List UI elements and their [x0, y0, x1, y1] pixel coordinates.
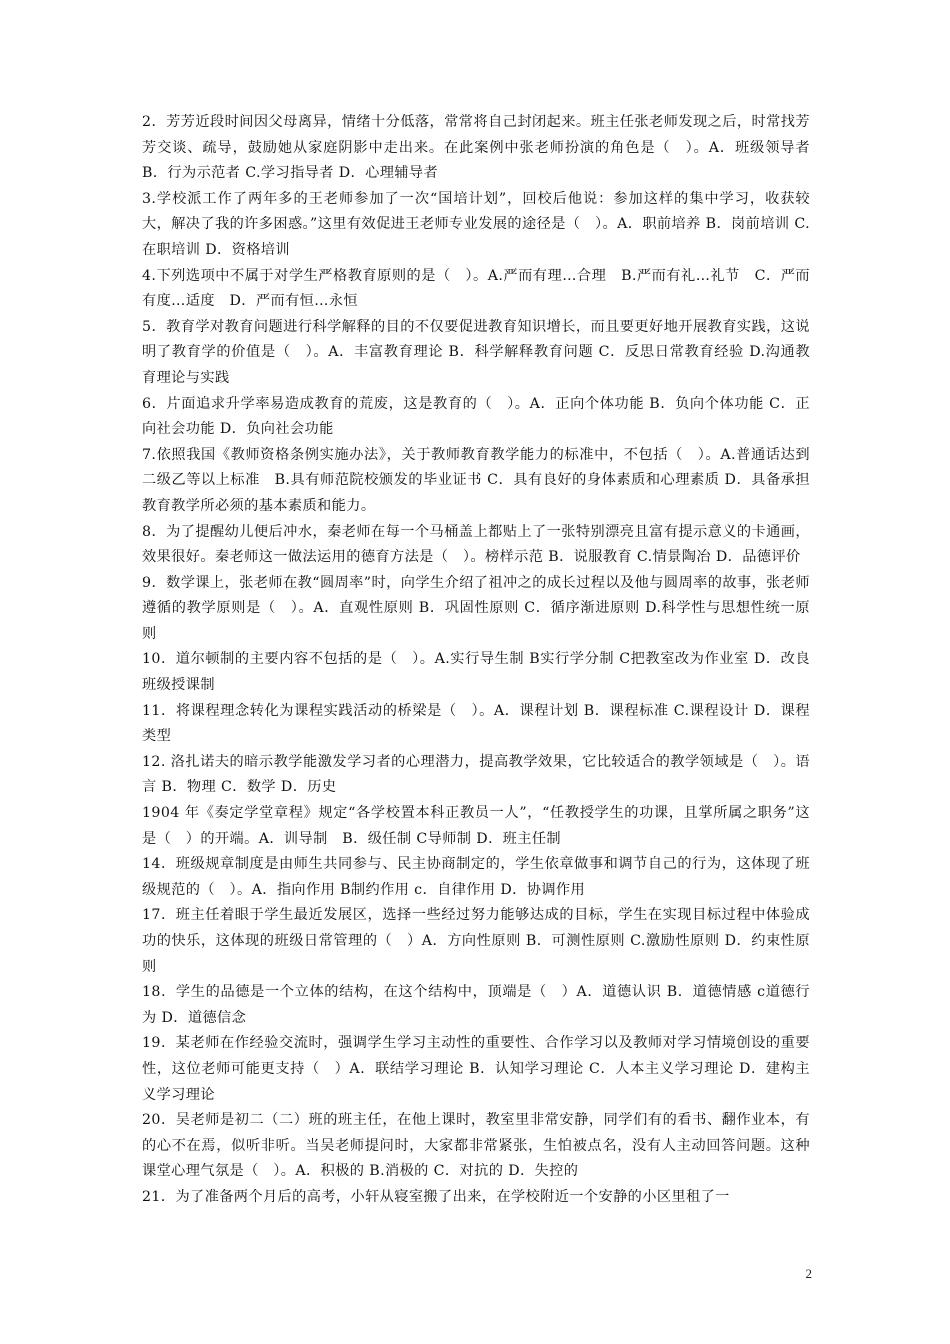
question-17: 17．班主任着眼于学生最近发展区，选择一些经过努力能够达成的目标，学生在实现目标过程中体验成功的快乐，这体现的班级日常管理的（ ）A．方向性原则 B．可测性原则 C.激励性原则 D．约束性原则: [142, 907, 810, 975]
question-2: 2．芳芳近段时间因父母离异，情绪十分低落，常常将自己封闭起来。班主任张老师发现之后，时常找芳芳交谈、疏导，鼓励她从家庭阴影中走出来。在此案例中张老师扮演的角色是（ ）。A．班级领导者 B．行为示范者 C.学习指导者 D．心理辅导者: [142, 114, 810, 182]
question-4: 4.下列选项中不属于对学生严格教育原则的是（ ）。A.严而有理…合理 B.严而有礼…礼节 C．严而有度…适度 D．严而有恒…永恒: [142, 267, 810, 310]
question-18: 18．学生的品德是一个立体的结构，在这个结构中，顶端是（ ）A．道德认识 B．道德情感 c道德行为 D．道德信念: [142, 984, 810, 1026]
question-3: 3.学校派工作了两年多的王老师参加了一次“国培计划”，回校后他说：参加这样的集中学习，收获较大，解决了我的许多困惑。”这里有效促进王老师专业发展的途径是（ ）。A．职前培养 B．岗前培训 C.在职培训 D．资格培训: [142, 190, 810, 258]
page-number: 2: [805, 1266, 812, 1281]
question-5: 5．教育学对教育问题进行科学解释的目的不仅要促进教育知识增长，而且要更好地开展教育实践，这说明了教育学的价值是（ ）。A．丰富教育理论 B．科学解释教育问题 C．反思日常教育经验 D.沟通教育理论与实践: [142, 318, 810, 386]
question-6: 6．片面追求升学率易造成教育的荒废，这是教育的（ ）。A．正向个体功能 B．负向个体功能 C．正向社会功能 D．负向社会功能: [142, 395, 810, 438]
question-8: 8．为了提醒幼儿便后冲水，秦老师在每一个马桶盖上都贴上了一张特别漂亮且富有提示意义的卡通画，效果很好。秦老师这一做法运用的德育方法是（ ）。榜样示范 B．说服教育 C.情景陶冶 D．品德评价: [142, 523, 810, 566]
document-body: [142, 110, 810, 1211]
question-12: 12. 洛扎诺夫的暗示教学能激发学习者的心理潜力，提高教学效果，它比较适合的教学领域是（ ）。语言 B．物理 C．数学 D．历史: [142, 753, 810, 796]
question-9: 9．数学课上，张老师在教“圆周率”时，向学生介绍了祖冲之的成长过程以及他与圆周率的故事，张老师遵循的教学原则是（ ）。A．直观性原则 B．巩固性原则 C．循序渐进原则 D.科学性与思想性统一原则: [142, 574, 810, 642]
question-11: 11．将课程理念转化为课程实践活动的桥梁是（ ）。A．课程计划 B．课程标准 C.课程设计 D．课程类型: [142, 702, 810, 745]
question-7: 7.依照我国《教师资格条例实施办法》，关于教师教育教学能力的标准中，不包括（ ）。A.普通话达到二级乙等以上标准 B.具有师范院校颁发的毕业证书 C．具有良好的身体素质和心理素质 D．具备承担教育教学所必须的基本素质和能力。: [142, 446, 810, 514]
question-21: 21．为了准备两个月后的高考，小轩从寝室搬了出来，在学校附近一个安静的小区里租了一: [142, 1188, 730, 1205]
question-20: 20．吴老师是初二（二）班的班主任，在他上课时，教室里非常安静，同学们有的看书、翻作业本，有的心不在焉，似听非听。当吴老师提问时，大家都非常紧张，生怕被点名，没有人主动回答问题。这种课堂心理气氛是（ ）。A．积极的 B.消极的 C．对抗的 D．失控的: [142, 1112, 810, 1180]
question-14: 14．班级规章制度是由师生共同参与、民主协商制定的，学生依章做事和调节自己的行为，这体现了班级规范的（ ）。A．指向作用 B制约作用 c．自律作用 D．协调作用: [142, 856, 810, 898]
question-19: 19．某老师在作经验交流时，强调学生学习主动性的重要性、合作学习以及教师对学习情境创设的重要性，这位老师可能更支持（ ）A．联结学习理论 B．认知学习理论 C．人本主义学习理论 D．建构主义学习理论: [142, 1035, 810, 1103]
question-13: 1904 年《奏定学堂章程》规定“各学校置本科正教员一人”，“任教授学生的功课，且掌所属之职务”这是（ ）的开端。A．训导制 B．级任制 C导师制 D．班主任制: [142, 805, 810, 847]
question-10: 10．道尔顿制的主要内容不包括的是（ ）。A.实行导生制 B实行学分制 C把教室改为作业室 D．改良班级授课制: [142, 651, 810, 694]
